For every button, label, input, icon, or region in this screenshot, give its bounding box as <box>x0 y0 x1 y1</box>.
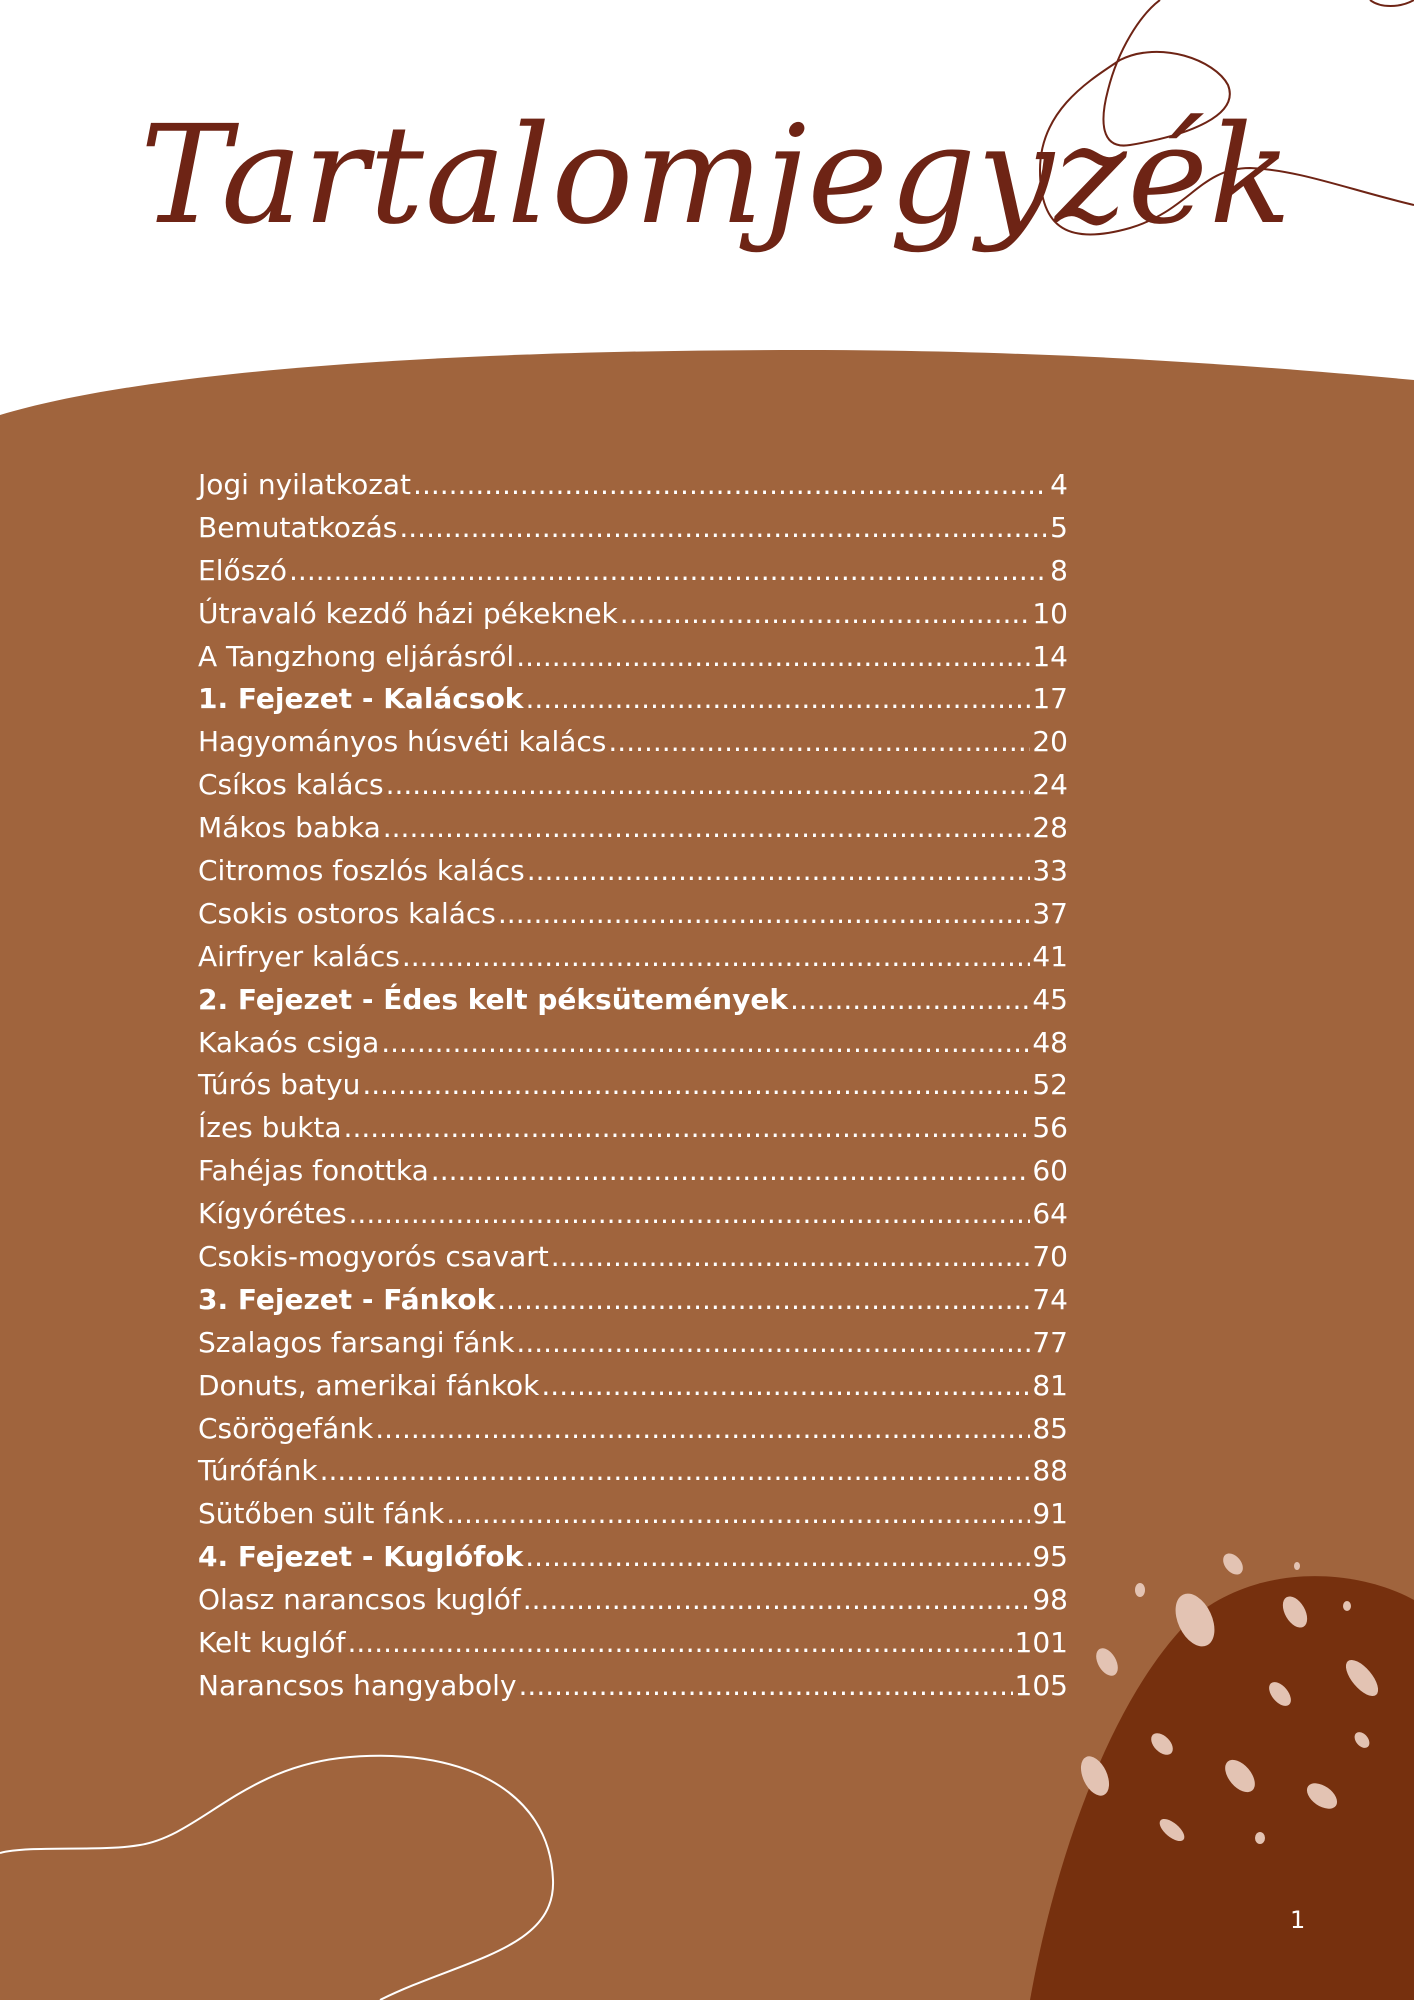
toc-entry[interactable] <box>198 1150 1068 1193</box>
toc-dot-leader <box>386 764 1031 807</box>
toc-entry-page: 74 <box>1032 1282 1068 1316</box>
toc-entry-page: 60 <box>1032 1154 1068 1188</box>
toc-entry-page: 37 <box>1032 896 1068 930</box>
toc-dot-leader <box>446 1493 1030 1536</box>
toc-entry[interactable] <box>198 1450 1068 1493</box>
toc-entry[interactable] <box>198 1408 1068 1451</box>
toc-dot-leader <box>348 1622 1013 1665</box>
toc-chapter-entry[interactable] <box>198 678 1068 721</box>
toc-dot-leader <box>402 936 1031 979</box>
toc-entry-page: 48 <box>1032 1025 1068 1059</box>
toc-entry-title: Mákos babka <box>198 811 381 845</box>
toc-entry-title: Túrós batyu <box>198 1068 361 1102</box>
toc-entry-title: Csíkos kalács <box>198 768 384 802</box>
toc-entry-page: 24 <box>1032 768 1068 802</box>
toc-entry-title: Airfryer kalács <box>198 939 400 973</box>
toc-entry[interactable] <box>198 636 1068 679</box>
toc-entry-page: 52 <box>1032 1068 1068 1102</box>
page-number: 1 <box>1290 1906 1306 1934</box>
toc-entry-title: Kelt kuglóf <box>198 1626 346 1660</box>
toc-entry-page: 4 <box>1050 468 1068 501</box>
toc-entry[interactable] <box>198 550 1068 593</box>
toc-entry-page: 56 <box>1032 1111 1068 1145</box>
toc-dot-leader <box>344 1107 1031 1150</box>
toc-entry[interactable] <box>198 1579 1068 1622</box>
squiggle-top-line-end <box>1370 0 1414 6</box>
toc-entry-page: 17 <box>1032 682 1068 716</box>
toc-entry-title: Jogi nyilatkozat <box>198 468 412 501</box>
toc-entry[interactable] <box>198 1064 1068 1107</box>
toc-entry-title: Előszó <box>198 553 288 587</box>
toc-entry-title: Fahéjas fonottka <box>198 1154 429 1188</box>
toc-entry[interactable] <box>198 1665 1068 1708</box>
toc-dot-leader <box>516 636 1030 679</box>
toc-entry-page: 45 <box>1032 982 1068 1016</box>
toc-entry[interactable] <box>198 850 1068 893</box>
toc-entry-title: Csörögefánk <box>198 1411 374 1445</box>
toc-dot-leader <box>362 1064 1030 1107</box>
toc-entry-page: 88 <box>1032 1454 1068 1488</box>
toc-dot-leader <box>289 550 1046 593</box>
toc-dot-leader <box>608 721 1030 764</box>
toc-dot-leader <box>399 507 1046 550</box>
table-of-contents <box>198 464 1068 1708</box>
toc-entry-page: 41 <box>1032 939 1068 973</box>
toc-dot-leader <box>525 1536 1030 1579</box>
toc-entry-title: A Tangzhong eljárásról <box>198 639 515 673</box>
toc-entry[interactable] <box>198 1493 1068 1536</box>
toc-chapter-entry[interactable] <box>198 1536 1068 1579</box>
toc-entry[interactable] <box>198 807 1068 850</box>
page-title: Tartalomjegyzék <box>140 97 1293 255</box>
toc-entry-page: 101 <box>1014 1626 1068 1660</box>
toc-entry-title: Túrófánk <box>198 1454 318 1488</box>
toc-entry-page: 70 <box>1032 1240 1068 1274</box>
toc-dot-leader <box>620 593 1031 636</box>
toc-entry[interactable] <box>198 1107 1068 1150</box>
toc-dot-leader <box>383 807 1031 850</box>
toc-entry-title: Szalagos farsangi fánk <box>198 1325 515 1359</box>
toc-entry[interactable] <box>198 936 1068 979</box>
toc-entry-title: 4. Fejezet - Kuglófok <box>198 1540 524 1574</box>
toc-dot-leader <box>527 850 1031 893</box>
toc-dot-leader <box>381 1022 1030 1065</box>
toc-dot-leader <box>541 1365 1030 1408</box>
toc-entry-page: 95 <box>1032 1540 1068 1574</box>
toc-entry[interactable] <box>198 464 1068 507</box>
toc-dot-leader <box>523 1579 1031 1622</box>
toc-entry-title: 2. Fejezet - Édes kelt péksütemények <box>198 982 788 1016</box>
toc-entry-page: 81 <box>1032 1368 1068 1402</box>
toc-entry-title: Útravaló kezdő házi pékeknek <box>198 596 618 630</box>
toc-dot-leader <box>519 1665 1013 1708</box>
toc-entry[interactable] <box>198 721 1068 764</box>
toc-entry-page: 28 <box>1032 811 1068 845</box>
toc-entry-page: 85 <box>1032 1411 1068 1445</box>
toc-entry[interactable] <box>198 1236 1068 1279</box>
toc-entry-page: 77 <box>1032 1325 1068 1359</box>
toc-entry-page: 105 <box>1014 1668 1068 1702</box>
toc-entry-page: 64 <box>1032 1197 1068 1231</box>
toc-entry-page: 91 <box>1032 1497 1068 1531</box>
toc-entry[interactable] <box>198 593 1068 636</box>
toc-entry[interactable] <box>198 1193 1068 1236</box>
toc-dot-leader <box>525 678 1030 721</box>
toc-chapter-entry[interactable] <box>198 1279 1068 1322</box>
toc-entry-title: Hagyományos húsvéti kalács <box>198 725 607 759</box>
toc-entry-title: Csokis-mogyorós csavart <box>198 1240 549 1274</box>
toc-entry-title: 1. Fejezet - Kalácsok <box>198 682 524 716</box>
toc-entry-title: 3. Fejezet - Fánkok <box>198 1282 496 1316</box>
toc-dot-leader <box>498 893 1030 936</box>
toc-entry-title: Olasz narancsos kuglóf <box>198 1583 521 1617</box>
toc-entry-page: 14 <box>1032 639 1068 673</box>
toc-entry-page: 98 <box>1032 1583 1068 1617</box>
toc-entry[interactable] <box>198 1022 1068 1065</box>
toc-entry-title: Ízes bukta <box>198 1111 342 1145</box>
toc-entry[interactable] <box>198 1365 1068 1408</box>
toc-entry[interactable] <box>198 1622 1068 1665</box>
toc-entry-title: Sütőben sült fánk <box>198 1497 445 1531</box>
toc-entry[interactable] <box>198 764 1068 807</box>
toc-entry[interactable] <box>198 893 1068 936</box>
toc-dot-leader <box>790 979 1030 1022</box>
toc-dot-leader <box>375 1408 1030 1451</box>
toc-dot-leader <box>516 1322 1030 1365</box>
toc-entry-page: 20 <box>1032 725 1068 759</box>
toc-entry-title: Narancsos hangyaboly <box>198 1668 517 1702</box>
toc-entry-title: Bemutatkozás <box>198 510 398 544</box>
toc-entry-page: 10 <box>1032 596 1068 630</box>
toc-chapter-entry[interactable] <box>198 979 1068 1022</box>
toc-dot-leader <box>320 1450 1031 1493</box>
toc-dot-leader <box>349 1193 1031 1236</box>
toc-entry-page: 8 <box>1050 553 1068 587</box>
toc-dot-leader <box>431 1150 1031 1193</box>
toc-entry-title: Donuts, amerikai fánkok <box>198 1368 540 1402</box>
toc-entry[interactable] <box>198 1322 1068 1365</box>
toc-entry-title: Kakaós csiga <box>198 1025 380 1059</box>
toc-entry-page: 5 <box>1050 510 1068 544</box>
toc-entry[interactable] <box>198 507 1068 550</box>
toc-dot-leader <box>413 464 1046 507</box>
toc-entry-page: 33 <box>1032 854 1068 888</box>
toc-entry-title: Csokis ostoros kalács <box>198 896 496 930</box>
toc-dot-leader <box>497 1279 1030 1322</box>
toc-entry-title: Kígyórétes <box>198 1197 347 1231</box>
toc-dot-leader <box>551 1236 1031 1279</box>
toc-entry-title: Citromos foszlós kalács <box>198 854 525 888</box>
